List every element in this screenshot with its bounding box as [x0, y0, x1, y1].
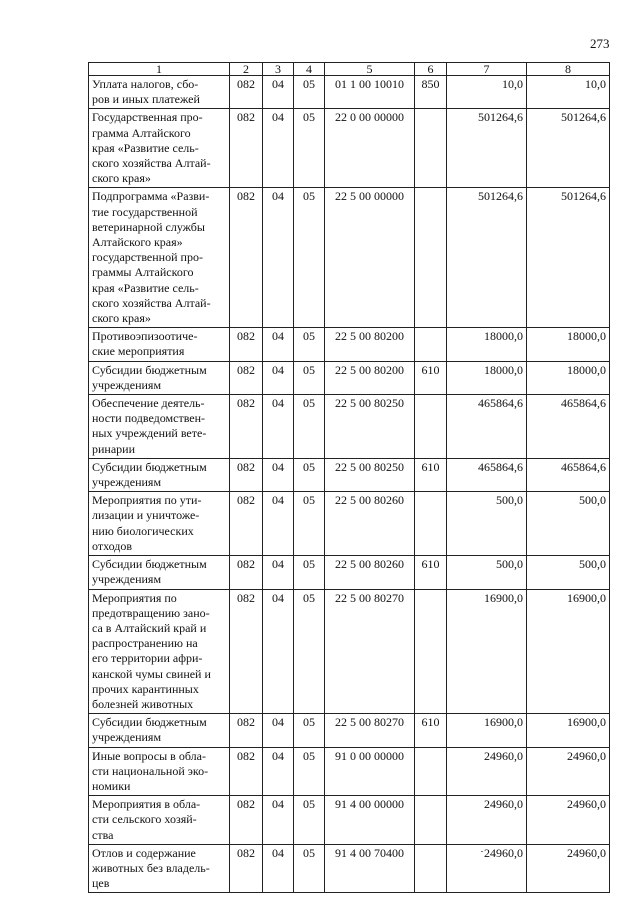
subsection-code-cell: 05 [294, 556, 325, 589]
item-name-line: граммы Алтайского [92, 265, 194, 280]
section-code-cell: 04 [263, 556, 294, 589]
item-name-line: болезней животных [92, 696, 194, 711]
section-code-cell: 04 [263, 458, 294, 491]
section-code-cell: 04 [263, 589, 294, 714]
subsection-code-cell: 05 [294, 589, 325, 714]
target-article-cell: 22 5 00 80270 [325, 589, 415, 714]
item-name-line: прочих карантинных [92, 681, 199, 696]
subsection-code-cell: 05 [294, 395, 325, 459]
admin-code-cell: 082 [230, 109, 263, 188]
item-name-cell [89, 492, 230, 556]
subsection-code-cell: 05 [294, 492, 325, 556]
target-article-cell: 22 5 00 00000 [325, 188, 415, 328]
subsection-code-cell: 05 [294, 76, 325, 109]
column-header: 5 [325, 63, 415, 76]
item-name-line: отходов [92, 538, 133, 553]
subsection-code-cell: 05 [294, 109, 325, 188]
item-name-cell [89, 556, 230, 589]
amount-total-cell: 18000,0 [527, 361, 610, 394]
admin-code-cell: 082 [230, 589, 263, 714]
expense-type-cell [415, 109, 447, 188]
admin-code-cell: 082 [230, 747, 263, 796]
table-row [89, 589, 610, 714]
target-article-cell: 91 4 00 70400 [325, 844, 415, 893]
expense-type-cell: 610 [415, 714, 447, 747]
target-article-cell: 22 5 00 80200 [325, 361, 415, 394]
expense-type-cell [415, 589, 447, 714]
item-name-line: края «Развитие сель- [92, 140, 199, 155]
item-name-line: Субсидии бюджетным [92, 459, 207, 474]
amount-total-cell: 24960,0 [527, 747, 610, 796]
scan-speck [481, 851, 483, 852]
target-article-cell: 91 0 00 00000 [325, 747, 415, 796]
item-name-line: учреждениям [92, 377, 162, 392]
item-name-line: ринарии [92, 441, 136, 456]
item-name-cell [89, 714, 230, 747]
item-name-line: распространению на [92, 636, 198, 651]
admin-code-cell: 082 [230, 714, 263, 747]
item-name-line: са в Алтайский край и [92, 620, 207, 635]
expense-type-cell [415, 395, 447, 459]
expense-type-cell: 610 [415, 556, 447, 589]
section-code-cell: 04 [263, 76, 294, 109]
subsection-code-cell: 05 [294, 188, 325, 328]
amount-cell: 16900,0 [447, 589, 527, 714]
target-article-cell: 22 5 00 80200 [325, 328, 415, 361]
item-name-cell [89, 747, 230, 796]
amount-cell: 18000,0 [447, 328, 527, 361]
admin-code-cell: 082 [230, 361, 263, 394]
subsection-code-cell: 05 [294, 747, 325, 796]
item-name-line: края «Развитие сель- [92, 280, 199, 295]
item-name-line: Мероприятия по [92, 590, 177, 605]
item-name-cell [89, 589, 230, 714]
item-name-line: государственной про- [92, 250, 203, 265]
item-name-line: ства [92, 827, 114, 842]
section-code-cell: 04 [263, 361, 294, 394]
amount-total-cell: 16900,0 [527, 589, 610, 714]
section-code-cell: 04 [263, 109, 294, 188]
subsection-code-cell: 05 [294, 361, 325, 394]
amount-total-cell: 18000,0 [527, 328, 610, 361]
item-name-line: ского хозяйства Алтай- [92, 156, 211, 171]
item-name-cell [89, 796, 230, 845]
item-name-line: ского края» [92, 311, 151, 326]
table-row [89, 747, 610, 796]
subsection-code-cell: 05 [294, 458, 325, 491]
item-name-cell [89, 188, 230, 328]
target-article-cell: 22 0 00 00000 [325, 109, 415, 188]
item-name-line: канской чумы свиней и [92, 666, 211, 681]
column-header: 7 [447, 63, 527, 76]
column-header: 2 [230, 63, 263, 76]
item-name-line: Мероприятия по ути- [92, 493, 202, 508]
section-code-cell: 04 [263, 492, 294, 556]
amount-cell: 18000,0 [447, 361, 527, 394]
table-row [89, 492, 610, 556]
column-header: 3 [263, 63, 294, 76]
table-row [89, 76, 610, 109]
amount-total-cell: 501264,6 [527, 188, 610, 328]
item-name-line: ского хозяйства Алтай- [92, 295, 211, 310]
expense-type-cell: 850 [415, 76, 447, 109]
admin-code-cell: 082 [230, 395, 263, 459]
item-name-line: грамма Алтайского [92, 125, 191, 140]
admin-code-cell: 082 [230, 328, 263, 361]
expense-type-cell [415, 747, 447, 796]
item-name-line: Мероприятия в обла- [92, 797, 201, 812]
table-header-row [89, 63, 610, 76]
target-article-cell: 22 5 00 80250 [325, 458, 415, 491]
item-name-line: Отлов и содержание [92, 845, 196, 860]
amount-total-cell: 465864,6 [527, 395, 610, 459]
item-name-line: Субсидии бюджетным [92, 715, 207, 730]
page-number: 273 [590, 36, 610, 51]
column-header: 1 [89, 63, 230, 76]
item-name-line: учреждениям [92, 730, 162, 745]
amount-cell: 500,0 [447, 556, 527, 589]
admin-code-cell: 082 [230, 188, 263, 328]
table-row [89, 714, 610, 747]
table-row [89, 395, 610, 459]
item-name-line: ров и иных платежей [92, 92, 200, 107]
amount-total-cell: 16900,0 [527, 714, 610, 747]
amount-total-cell: 500,0 [527, 492, 610, 556]
subsection-code-cell: 05 [294, 328, 325, 361]
expense-type-cell: 610 [415, 361, 447, 394]
section-code-cell: 04 [263, 714, 294, 747]
column-header: 8 [527, 63, 610, 76]
item-name-line: Субсидии бюджетным [92, 557, 207, 572]
item-name-line: животных без владель- [92, 860, 210, 875]
amount-cell: 24960,0 [447, 844, 527, 893]
item-name-line: ветеринарной службы [92, 219, 205, 234]
amount-cell: 500,0 [447, 492, 527, 556]
item-name-line: Подпрограмма «Разви- [92, 189, 210, 204]
item-name-line: Государственная про- [92, 110, 203, 125]
expense-type-cell: 610 [415, 458, 447, 491]
amount-total-cell: 501264,6 [527, 109, 610, 188]
item-name-cell [89, 328, 230, 361]
section-code-cell: 04 [263, 747, 294, 796]
section-code-cell: 04 [263, 796, 294, 845]
item-name-line: лизации и уничтоже- [92, 508, 200, 523]
amount-total-cell: 24960,0 [527, 796, 610, 845]
target-article-cell: 91 4 00 00000 [325, 796, 415, 845]
expense-type-cell [415, 188, 447, 328]
amount-total-cell: 24960,0 [527, 844, 610, 893]
amount-total-cell: 465864,6 [527, 458, 610, 491]
amount-cell: 24960,0 [447, 747, 527, 796]
item-name-line: нию биологических [92, 523, 194, 538]
admin-code-cell: 082 [230, 492, 263, 556]
target-article-cell: 22 5 00 80260 [325, 492, 415, 556]
item-name-line: ности подведомствен- [92, 411, 206, 426]
admin-code-cell: 082 [230, 76, 263, 109]
item-name-line: цев [92, 876, 110, 891]
table-row [89, 188, 610, 328]
amount-cell: 10,0 [447, 76, 527, 109]
expense-type-cell [415, 796, 447, 845]
admin-code-cell: 082 [230, 796, 263, 845]
item-name-line: предотвращению зано- [92, 605, 210, 620]
subsection-code-cell: 05 [294, 844, 325, 893]
admin-code-cell: 082 [230, 458, 263, 491]
admin-code-cell: 082 [230, 844, 263, 893]
item-name-line: его территории афри- [92, 651, 203, 666]
item-name-line: ных учреждений вете- [92, 426, 207, 441]
amount-cell: 465864,6 [447, 458, 527, 491]
item-name-line: номики [92, 778, 131, 793]
item-name-cell [89, 458, 230, 491]
table-row [89, 796, 610, 845]
item-name-line: Уплата налогов, сбо- [92, 77, 199, 91]
section-code-cell: 04 [263, 395, 294, 459]
item-name-line: тие государственной [92, 204, 198, 219]
item-name-line: Субсидии бюджетным [92, 362, 207, 377]
column-header: 6 [415, 63, 447, 76]
item-name-line: Иные вопросы в обла- [92, 748, 206, 763]
amount-cell: 16900,0 [447, 714, 527, 747]
item-name-line: ского края» [92, 171, 151, 186]
item-name-line: Обеспечение деятель- [92, 396, 205, 411]
target-article-cell: 01 1 00 10010 [325, 76, 415, 109]
section-code-cell: 04 [263, 328, 294, 361]
table-row [89, 556, 610, 589]
item-name-cell [89, 844, 230, 893]
subsection-code-cell: 05 [294, 714, 325, 747]
section-code-cell: 04 [263, 188, 294, 328]
expense-type-cell [415, 492, 447, 556]
section-code-cell: 04 [263, 844, 294, 893]
item-name-line: учреждениям [92, 572, 162, 587]
amount-cell: 501264,6 [447, 109, 527, 188]
item-name-line: Противоэпизоотиче- [92, 329, 198, 344]
item-name-line: Алтайского края» [92, 235, 183, 250]
admin-code-cell: 082 [230, 556, 263, 589]
item-name-line: ские мероприятия [92, 344, 185, 359]
amount-cell: 465864,6 [447, 395, 527, 459]
column-header: 4 [294, 63, 325, 76]
amount-total-cell: 10,0 [527, 76, 610, 109]
table-row [89, 844, 610, 893]
amount-cell: 501264,6 [447, 188, 527, 328]
table-row [89, 109, 610, 188]
expense-type-cell [415, 844, 447, 893]
subsection-code-cell: 05 [294, 796, 325, 845]
item-name-cell [89, 76, 230, 109]
item-name-line: сти сельского хозяй- [92, 812, 197, 827]
item-name-cell [89, 109, 230, 188]
item-name-cell [89, 361, 230, 394]
table-row [89, 458, 610, 491]
item-name-line: сти национальной эко- [92, 763, 209, 778]
budget-table [88, 62, 610, 893]
table-row [89, 328, 610, 361]
amount-total-cell: 500,0 [527, 556, 610, 589]
item-name-line: учреждениям [92, 475, 162, 490]
expense-type-cell [415, 328, 447, 361]
target-article-cell: 22 5 00 80260 [325, 556, 415, 589]
table-row [89, 361, 610, 394]
item-name-cell [89, 395, 230, 459]
amount-cell: 24960,0 [447, 796, 527, 845]
target-article-cell: 22 5 00 80270 [325, 714, 415, 747]
target-article-cell: 22 5 00 80250 [325, 395, 415, 459]
